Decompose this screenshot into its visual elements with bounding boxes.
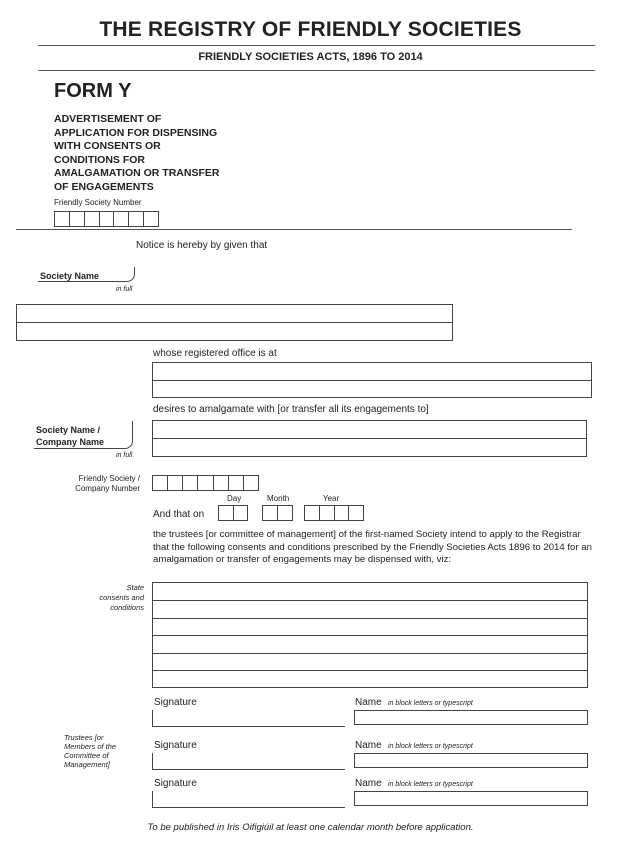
signature-field-2[interactable] [152, 753, 345, 770]
footer-note: To be published in Iris Oifigiúil at least one calendar month before application. [147, 822, 474, 833]
friendly-society-number-label: Friendly Society Number [54, 198, 142, 207]
fs-company-number-boxes[interactable] [152, 475, 259, 491]
and-that-on-label: And that on [153, 509, 205, 520]
state-consents-label: State consents and conditions [99, 583, 144, 612]
in-full-label-2: in full [116, 452, 133, 459]
acts-subtitle: FRIENDLY SOCIETIES ACTS, 1896 TO 2014 [198, 51, 423, 63]
fs-company-number-label: Friendly Society / Company Number [75, 474, 140, 493]
signature-field-1[interactable] [152, 710, 345, 727]
society-name-label: Society Name [40, 271, 100, 281]
name-hint-1: in block letters or typescript [388, 700, 473, 707]
in-full-label: in full [116, 286, 133, 293]
society-name-bracket [38, 267, 135, 282]
signature-field-3[interactable] [152, 791, 345, 808]
section-rule [16, 229, 572, 230]
form-heading-line: APPLICATION FOR DISPENSING [54, 126, 218, 139]
name-field-1[interactable] [354, 710, 588, 725]
name-field-3[interactable] [354, 791, 588, 806]
name-label-3: Name [355, 778, 382, 789]
society-name-field[interactable] [16, 304, 453, 341]
day-boxes[interactable] [218, 505, 248, 521]
header-rule-bottom [38, 70, 595, 71]
name-hint-3: in block letters or typescript [388, 781, 473, 788]
form-code: FORM Y [54, 80, 132, 102]
year-label: Year [323, 494, 340, 503]
signature-label-3: Signature [154, 778, 197, 789]
name-field-2[interactable] [354, 753, 588, 768]
name-label-2: Name [355, 740, 382, 751]
registry-title: THE REGISTRY OF FRIENDLY SOCIETIES [99, 18, 522, 41]
form-heading-line: ADVERTISEMENT OF [54, 113, 162, 125]
consents-conditions-field[interactable] [152, 582, 588, 688]
name-label-1: Name [355, 697, 382, 708]
amalgamate-with-field[interactable] [152, 420, 587, 457]
year-boxes[interactable] [304, 505, 364, 521]
notice-body: the trustees [or committee of management] of the first-named Society intend to apply to the Registrar that the following consents and conditions prescribed by the Friendly Societies Acts 1896 to 2014 for an amalgamation or transfer of engagements may be dispensed with, viz: [153, 529, 592, 565]
form-heading [54, 113, 219, 194]
month-boxes[interactable] [262, 505, 293, 521]
header-rule-top [38, 45, 595, 46]
day-label: Day [227, 494, 242, 503]
name-hint-2: in block letters or typescript [388, 743, 473, 750]
month-label: Month [267, 494, 290, 503]
form-heading-line: WITH CONSENTS OR [54, 140, 161, 152]
amalgamate-label: desires to amalgamate with [or transfer all its engagements to] [153, 404, 429, 415]
form-heading-line: AMALGAMATION OR TRANSFER [54, 167, 220, 179]
registered-office-label: whose registered office is at [153, 348, 277, 359]
signature-label-2: Signature [154, 740, 197, 751]
signature-label-1: Signature [154, 697, 197, 708]
society-company-name-bracket [34, 421, 133, 449]
form-heading-line: OF ENGAGEMENTS [54, 180, 154, 193]
form-heading-line: CONDITIONS FOR [54, 153, 145, 166]
society-company-name-label: Society Name / Company Name [36, 425, 105, 447]
trustees-label: Trustees [or Members of the Committee of Management] [64, 733, 117, 769]
notice-intro: Notice is hereby by given that [136, 240, 268, 251]
registered-office-field[interactable] [152, 362, 592, 398]
friendly-society-number-boxes[interactable] [54, 211, 159, 227]
